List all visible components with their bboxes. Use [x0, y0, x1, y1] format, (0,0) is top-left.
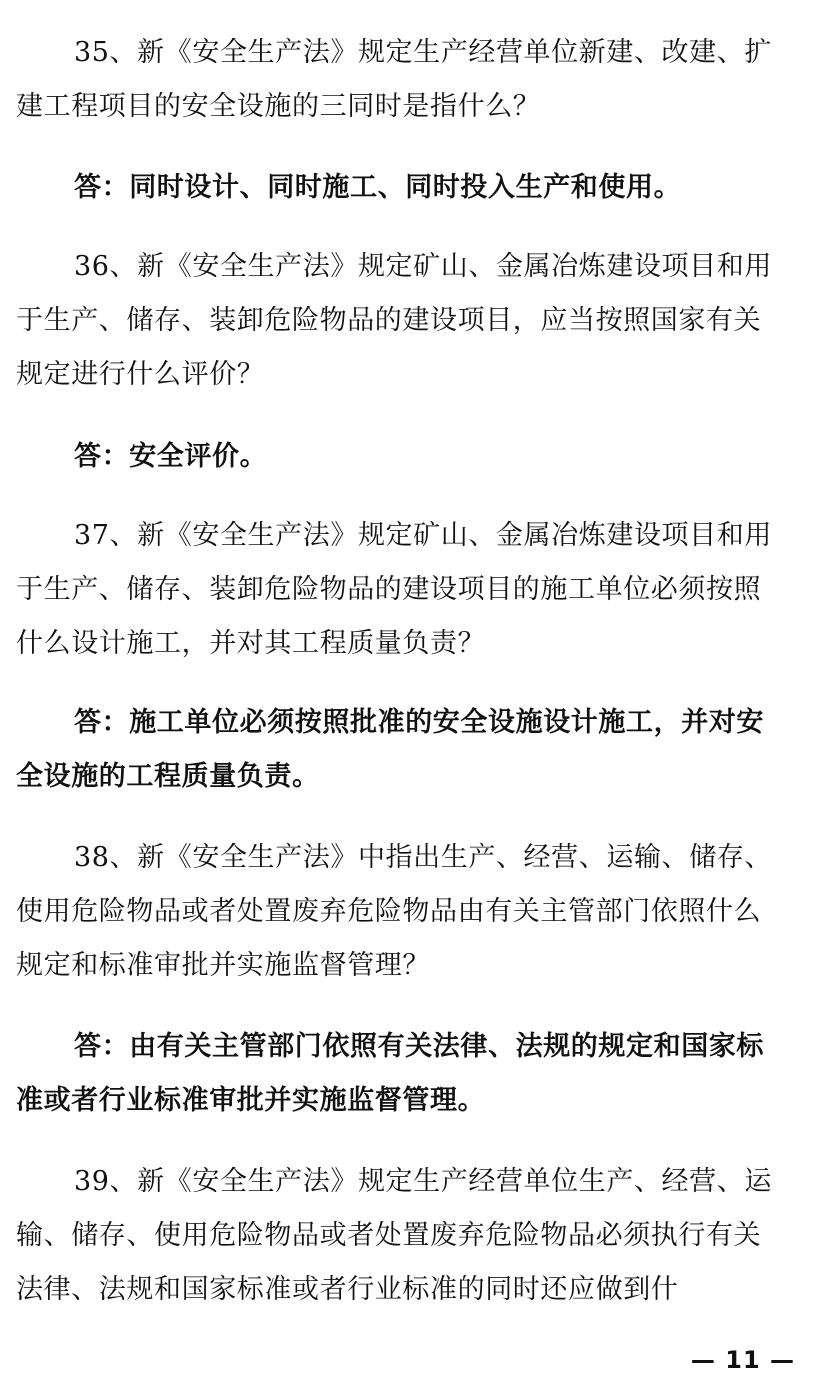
question-39: 39、新《安全生产法》规定生产经营单位生产、经营、运输、储存、使用危险物品或者处置废弃危险物品必须执行有关法律、法规和国家标准或者行业标准的同时还应做到什: [16, 1166, 772, 1305]
question-37: 37、新《安全生产法》规定矿山、金属冶炼建设项目和用于生产、储存、装卸危险物品的建设项目的施工单位必须按照什么设计施工，并对其工程质量负责？: [16, 520, 772, 659]
page-number: — 11 —: [690, 1346, 795, 1374]
answer-37: 答：施工单位必须按照批准的安全设施设计施工，并对安全设施的工程质量负责。: [16, 707, 764, 792]
answer-36: 答：安全评价。: [74, 441, 268, 472]
question-35: 35、新《安全生产法》规定生产经营单位新建、改建、扩建工程项目的安全设施的三同时是指什么？: [16, 37, 772, 122]
question-36: 36、新《安全生产法》规定矿山、金属冶炼建设项目和用于生产、储存、装卸危险物品的建设项目，应当按照国家有关规定进行什么评价？: [16, 251, 772, 390]
answer-35: 答：同时设计、同时施工、同时投入生产和使用。: [74, 172, 682, 203]
answer-38: 答：由有关主管部门依照有关法律、法规的规定和国家标准或者行业标准审批并实施监督管理。: [16, 1031, 764, 1116]
question-38: 38、新《安全生产法》中指出生产、经营、运输、储存、使用危险物品或者处置废弃危险物品由有关主管部门依照什么规定和标准审批并实施监督管理？: [16, 842, 772, 981]
